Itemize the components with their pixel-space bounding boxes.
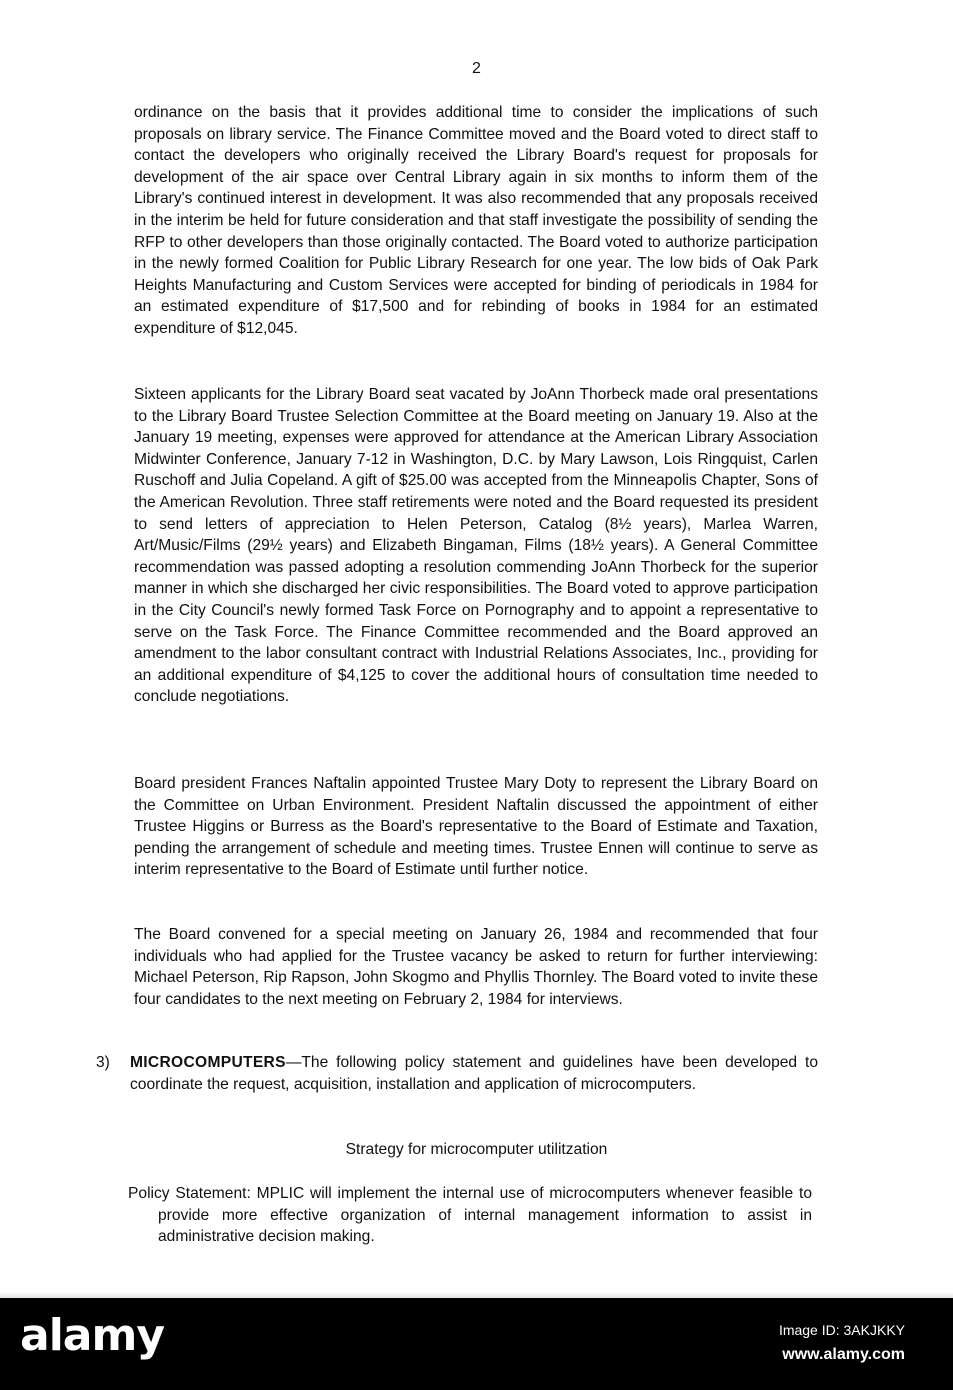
watermark-banner <box>0 1298 953 1390</box>
paragraph-trustee-applicants: Sixteen applicants for the Library Board seat vacated by JoAnn Thorbeck made oral presentations to the Library Board Trustee Selection Committee at the Board meeting on January 19. Also at the January 19 meeting, expenses were approved for attendance at the American Library Association Midwinter Conference, January 7-12 in Washington, D.C. by Mary Lawson, Lois Ringquist, Carlen Ruschoff and Julia Copeland. A gift of $25.00 was accepted from the Minneapolis Chapter, Sons of the American Revolution. Three staff retirements were noted and the Board requested its president to send letters of appreciation to Helen Peterson, Catalog (8½ years), Marlea Warren, Art/Music/Films (29½ years) and Elizabeth Bingaman, Films (18½ years). A General Committee recommendation was passed adopting a resolution commending JoAnn Thorbeck for the superior manner in which she discharged her civic responsibilities. The Board voted to approve participation in the City Council's newly formed Task Force on Pornography and to appoint a representative to serve on the Task Force. The Finance Committee recommended and the Board approved an amendment to the labor consultant contract with Industrial Relations Associates, Inc., providing for an additional expenditure of $4,125 to cover the additional hours of consultation time needed to conclude negotiations. <box>134 386 818 706</box>
policy-statement: Policy Statement: MPLIC will implement the internal use of microcomputers whenever feasible to provide more effective organization of internal management information to assist in administrative decision making. <box>128 1185 812 1246</box>
image-id-label: Image ID: 3AKJKKY <box>778 1322 905 1338</box>
section-heading: MICROCOMPUTERS <box>130 1054 286 1071</box>
strategy-title: Strategy for microcomputer utilitzation <box>345 1141 608 1158</box>
section-microcomputers <box>96 1052 818 1095</box>
paragraph-finance-committee: ordinance on the basis that it provides additional time to consider the implications of such proposals on library service. The Finance Committee moved and the Board voted to direct staff to contact the developers who originally received the Library Board's request for proposals for development of the air space over Central Library again in six months to inform them of the Library's continued interest in development. It was also recommended that any proposals received in the interim be held for future consideration and that staff investigate the possibility of sending the RFP to other developers than those originally contacted. The Board voted to authorize participation in the newly formed Coalition for Public Library Research for one year. The low bids of Oak Park Heights Manufacturing and Custom Services were accepted for binding of periodicals in 1984 for an estimated expenditure of $17,500 and for rebinding of books in 1984 for an estimated expenditure of $12,045. <box>134 104 818 337</box>
watermark-url: www.alamy.com <box>782 1346 905 1363</box>
page-number: 2 <box>472 60 481 77</box>
section-body <box>130 1052 818 1095</box>
paragraph-special-meeting: The Board convened for a special meeting on January 26, 1984 and recommended that four individuals who had applied for the Trustee vacancy be asked to return for further interviewing: Michael Peterson, Rip Rapson, John Skogmo and Phyllis Thornley. The Board voted to invite these four candidates to the next meeting on February 2, 1984 for interviews. <box>134 926 818 1008</box>
alamy-logo: alamy <box>20 1310 164 1361</box>
section-number: 3) <box>96 1054 110 1071</box>
section-text: —The following policy statement and guidelines have been developed to coordinate the request, acquisition, installation and application of microcomputers. <box>130 1054 818 1093</box>
paragraph-board-president: Board president Frances Naftalin appointed Trustee Mary Doty to represent the Library Board on the Committee on Urban Environment. President Naftalin discussed the appointment of either Trustee Higgins or Burress as the Board's representative to the Board of Estimate and Taxation, pending the arrangement of schedule and meeting times. Trustee Ennen will continue to serve as interim representative to the Board of Estimate until further notice. <box>134 775 818 879</box>
